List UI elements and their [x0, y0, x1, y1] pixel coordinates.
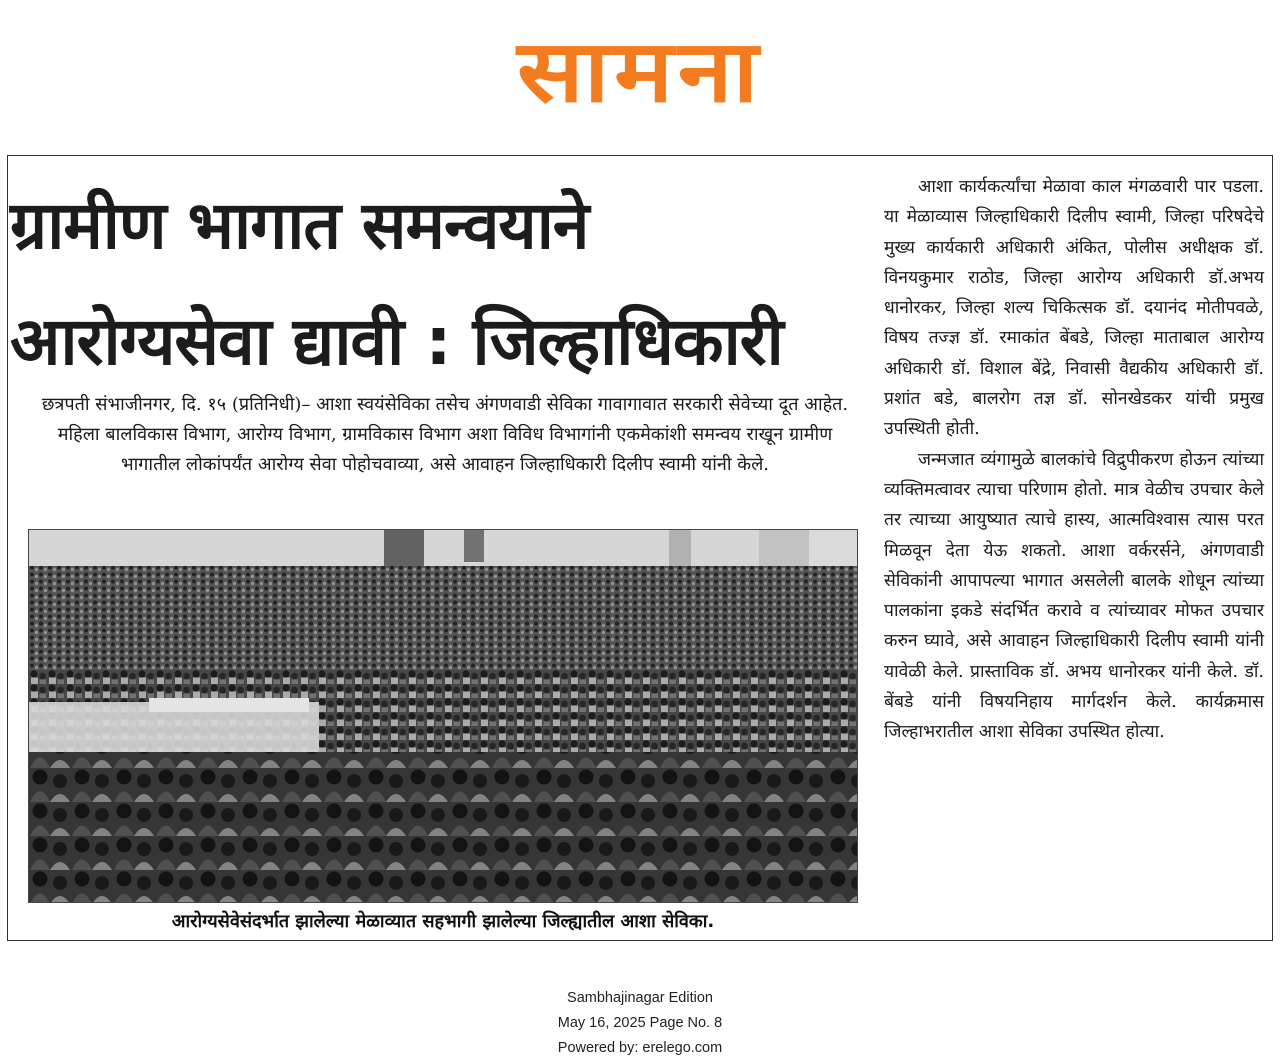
article-body-column	[884, 172, 1264, 748]
event-photo	[28, 529, 858, 903]
page-footer	[0, 986, 1280, 1061]
article-headline	[10, 168, 870, 400]
article-intro: छत्रपती संभाजीनगर, दि. १५ (प्रतिनिधी)– आशा स्वयंसेविका तसेच अंगणवाडी सेविका गावागावात सरकारी सेवेच्या दूत आहेत. महिला बालविकास विभाग, आरोग्य विभाग, ग्रामविकास विभाग अशा विविध विभागांनी एकमेकांशी समन्वय राखून ग्रामीण भागातील लोकांपर्यंत आरोग्य सेवा पोहोचवाव्या, असे आवाहन जिल्हाधिकारी दिलीप स्वामी यांनी केले.	[41, 394, 849, 475]
headline-line-1: ग्रामीण भागात समन्वयाने	[10, 187, 589, 264]
powered-by-label: Powered by: erelego.com	[557, 1040, 723, 1056]
newspaper-logo: सामना	[517, 22, 763, 122]
photo-caption: आरोग्यसेवेसंदर्भात झालेल्या मेळाव्यात सहभागी झालेल्या जिल्ह्यातील आशा सेविका.	[171, 911, 715, 932]
headline-line-2: आरोग्यसेवा द्यावी : जिल्हाधिकारी	[10, 303, 783, 380]
edition-label: Sambhajinagar Edition	[567, 990, 713, 1006]
body-paragraph-2: जन्मजात व्यंगामुळे बालकांचे विद्रुपीकरण होऊन त्यांच्या व्यक्तिमत्वावर त्याचा परिणाम होतो. मात्र वेळीच उपचार केले तर त्याच्या आयुष्यात त्याचे हास्य, आत्मविश्वास त्यास परत मिळवून देता येऊ शकतो. आशा वर्करर्सने, अंगणवाडी सेविकांनी आपापल्या भागात असलेली बालके शोधून त्यांच्या पालकांना इकडे संदर्भित करावे व त्यांच्यावर मोफत उपचार करुन घ्यावे, असे आवाहन जिल्हाधिकारी दिलीप स्वामी यांनी यावेळी केले. प्रास्ताविक डॉ. अभय धानोरकर यांनी केले. डॉ. बेंबडे यांनी विषयनिहाय मार्गदर्शन केले. कार्यक्रमास जिल्हाभरातील आशा सेविका उपस्थित होत्या.	[884, 449, 1264, 743]
date-page-label: May 16, 2025 Page No. 8	[557, 1015, 723, 1031]
crowd-photo-image	[29, 530, 858, 903]
masthead	[0, 22, 1280, 122]
body-paragraph-1: आशा कार्यकर्त्यांचा मेळावा काल मंगळवारी पार पडला. या मेळाव्यास जिल्हाधिकारी दिलीप स्वामी, जिल्हा परिषदेचे मुख्य कार्यकारी अधिकारी अंकित, पोलीस अधीक्षक डॉ. विनयकुमार राठोड, जिल्हा आरोग्य अधिकारी डॉ.अभय धानोरकर, जिल्हा शल्य चिकित्सक डॉ. दयानंद मोतीपवळे, विषय तज्ज्ञ डॉ. रमाकांत बेंबडे, जिल्हा माताबाल आरोग्य अधिकारी डॉ. विशाल बेंद्रे, निवासी वैद्यकीय अधिकारी डॉ. प्रशांत बडे, बालरोग तज्ञ डॉ. सोनखेडकर यांची प्रमुख उपस्थिती होती.	[884, 177, 1264, 440]
